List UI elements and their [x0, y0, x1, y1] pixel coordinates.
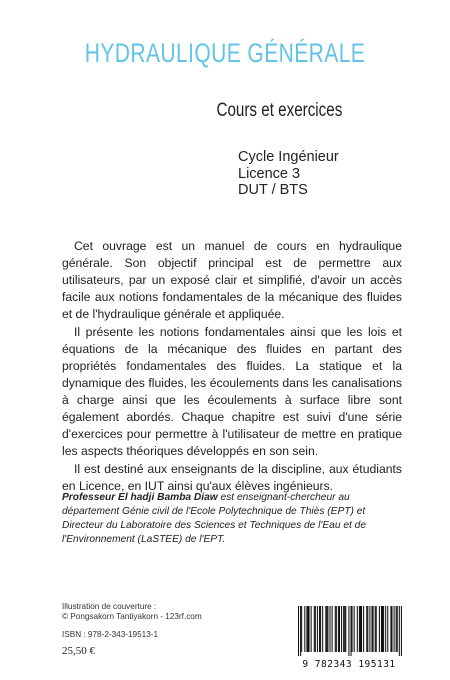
level-cycle-ingenieur: Cycle Ingénieur: [238, 149, 339, 165]
credit-value: © Pongsakorn Tantiyakorn - 123rf.com: [62, 612, 202, 621]
description-paragraph: Il présente les notions fondamentales ainsi que les lois et équations de la mécanique des fluides en partant des propriétés fondamentales des fluides. La statique et la dynamique des fluides, les écoulements dans les canalisations à charge ainsi que les écoulements à surface libre sont également abordés. Chaque chapitre est suivi d'une série d'exercices pour permettre à l'utilisateur de mettre en pratique les aspects théoriques développés en son sein.: [62, 325, 402, 458]
level-dut-bts: DUT / BTS: [238, 182, 308, 198]
credit-label: Illustration de couverture :: [62, 602, 157, 611]
price: 25,50 €: [62, 645, 95, 657]
description-paragraph: Il est destiné aux enseignants de la discipline, aux étudiants en Licence, en IUT ainsi qu'aux élèves ingénieurs.: [62, 462, 402, 493]
barcode-icon: [290, 604, 408, 658]
book-subtitle: Cours et exercices: [216, 100, 342, 121]
target-levels: [238, 149, 339, 199]
barcode: [290, 604, 408, 670]
book-description: [62, 238, 402, 496]
book-title: HYDRAULIQUE GÉNÉRALE: [84, 38, 366, 68]
description-paragraph: Cet ouvrage est un manuel de cours en hydraulique générale. Son objectif principal est de permettre aux utilisateurs, par un exposé clair et simplifié, d'avoir un accès facile aux notions fondamentales de la mécanique des fluides et de l'hydraulique générale et appliquée.: [62, 239, 402, 321]
author-name: Professeur El hadji Bamba Diaw: [62, 492, 218, 503]
level-licence-3: Licence 3: [238, 165, 301, 182]
author-bio: [62, 491, 404, 547]
isbn: ISBN : 978-2-343-19513-1: [62, 630, 159, 639]
cover-credits: [62, 602, 202, 622]
barcode-number: 9 782343 195131: [302, 659, 396, 670]
author-bio-text: est enseignant-chercheur au département Génie civil de l'Ecole Polytechnique de Thiès (EPT) et Directeur du Laboratoire des Sciences et Techniques de l'Eau et de l'Environnement (LaSTEE) de l'EPT.: [62, 492, 366, 545]
